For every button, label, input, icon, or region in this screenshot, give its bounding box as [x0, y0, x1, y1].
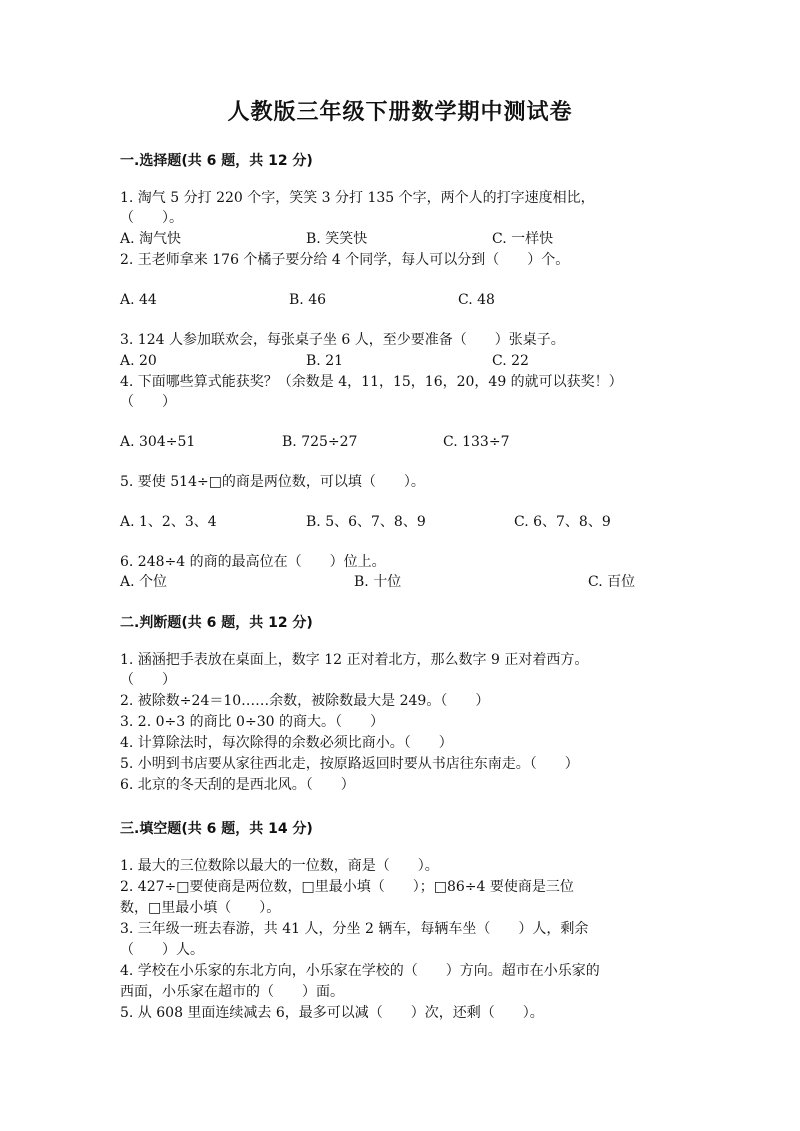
option-c: C. 22: [492, 353, 529, 369]
page-title: 人教版三年级下册数学期中测试卷: [227, 100, 573, 125]
option-c: C. 百位: [588, 574, 636, 590]
option-b: B. 十位: [354, 574, 402, 590]
question-text: 4. 下面哪些算式能获奖？（余数是 4，11，15，16，20，49 的就可以获奖！）: [120, 374, 623, 390]
question-text: 2. 427÷□要使商是两位数，□里最小填（ ）；□86÷4 要使商是三位: [120, 879, 574, 895]
question-text: （ ）人。: [120, 942, 204, 958]
question-text: 3. 124 人参加联欢会，每张桌子坐 6 人，至少要准备（ ）张桌子。: [120, 332, 565, 348]
question-text: （ ）: [120, 672, 176, 688]
question-text: 6. 北京的冬天刮的是西北风。（ ）: [120, 777, 355, 793]
question-text: 5. 要使 514÷□的商是两位数，可以填（ ）。: [120, 474, 425, 490]
question-text: 2. 王老师拿来 176 个橘子要分给 4 个同学，每人可以分到（ ）个。: [120, 252, 570, 268]
option-b: B. 5、6、7、8、9: [306, 514, 426, 530]
option-b: B. 21: [306, 353, 344, 369]
section-header-judgment: 二.判断题(共 6 题，共 12 分): [120, 615, 313, 631]
option-a: A. 1、2、3、4: [120, 514, 217, 530]
question-text: 1. 最大的三位数除以最大的一位数，商是（ ）。: [120, 858, 439, 874]
question-text: 3. 2. 0÷3 的商比 0÷30 的商大。（ ）: [120, 714, 384, 730]
question-text: 数，□里最小填（ ）。: [120, 900, 281, 916]
option-a: A. 44: [120, 292, 157, 308]
question-text: 1. 涵涵把手表放在桌面上，数字 12 正对着北方，那么数字 9 正对着西方。: [120, 652, 589, 668]
option-c: C. 48: [458, 292, 495, 308]
question-text: 4. 学校在小乐家的东北方向，小乐家在学校的（ ）方向。超市在小乐家的: [120, 963, 600, 979]
option-a: A. 淘气快: [120, 231, 182, 247]
question-text: 6. 248÷4 的商的最高位在（ ）位上。: [120, 554, 386, 570]
question-text: 2. 被除数÷24＝10……余数，被除数最大是 249。（ ）: [120, 693, 490, 709]
section-header-fill: 三.填空题(共 6 题，共 14 分): [120, 821, 313, 837]
option-a: A. 304÷51: [120, 434, 196, 450]
question-text: 5. 从 608 里面连续减去 6，最多可以减（ ）次，还剩（ ）。: [120, 1005, 544, 1021]
question-text: 3. 三年级一班去春游，共 41 人，分坐 2 辆车，每辆车坐（ ）人，剩余: [120, 921, 589, 937]
question-text: 1. 淘气 5 分打 220 个字，笑笑 3 分打 135 个字，两个人的打字速度相比，: [120, 190, 595, 206]
question-text: （ ）: [120, 394, 176, 410]
option-b: B. 笑笑快: [306, 231, 368, 247]
option-a: A. 20: [120, 353, 157, 369]
option-b: B. 725÷27: [282, 434, 358, 450]
option-c: C. 一样快: [492, 231, 554, 247]
question-text: （ ）。: [120, 210, 183, 226]
question-text: 5. 小明到书店要从家往西北走，按原路返回时要从书店往东南走。（ ）: [120, 756, 579, 772]
option-c: C. 133÷7: [443, 434, 510, 450]
question-text: 西面，小乐家在超市的（ ）面。: [120, 984, 344, 1000]
option-b: B. 46: [289, 292, 327, 308]
option-c: C. 6、7、8、9: [514, 514, 611, 530]
question-text: 4. 计算除法时，每次除得的余数必须比商小。（ ）: [120, 735, 453, 751]
section-header-choice: 一.选择题(共 6 题，共 12 分): [120, 153, 313, 169]
option-a: A. 个位: [120, 574, 168, 590]
